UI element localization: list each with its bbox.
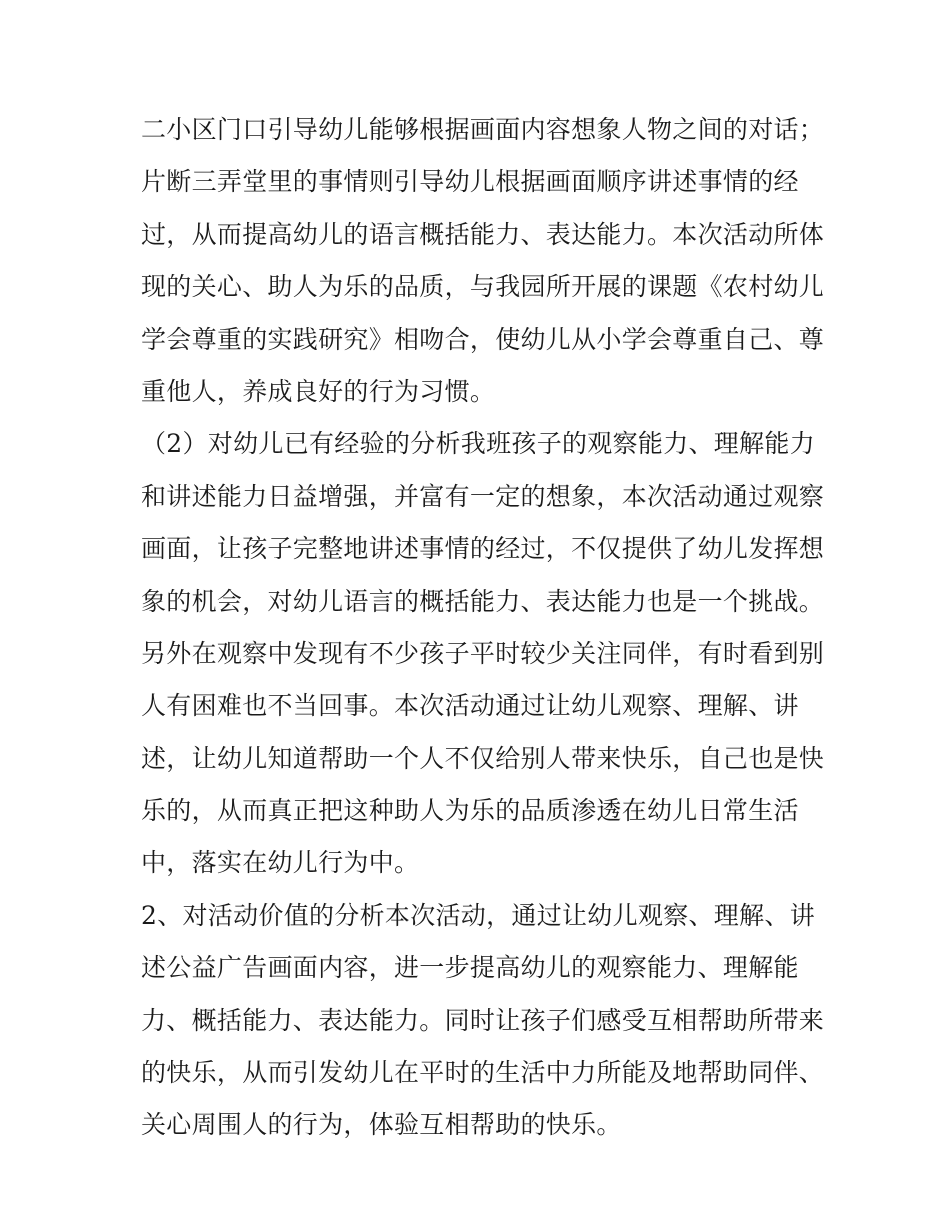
text-line: 画面，让孩子完整地讲述事情的经过，不仅提供了幼儿发挥想 (141, 534, 825, 564)
text-line: 二小区门口引导幼儿能够根据画面内容想象人物之间的对话； (141, 115, 825, 144)
body-text (141, 104, 825, 1152)
text-line: 2、对活动价值的分析本次活动，通过让幼儿观察、理解、讲 (141, 900, 816, 930)
text-line: 关心周围人的行为，体验互相帮助的快乐。 (141, 1110, 622, 1140)
text-line: 象的机会，对幼儿语言的概括能力、表达能力也是一个挑战。 (141, 586, 825, 616)
text-line: 片断三弄堂里的事情则引导幼儿根据画面顺序讲述事情的经 (141, 167, 799, 197)
text-line: 现的关心、助人为乐的品质，与我园所开展的课题《农村幼儿 (141, 272, 825, 302)
text-line: 学会尊重的实践研究》相吻合，使幼儿从小学会尊重自己、尊 (141, 324, 825, 354)
text-line: 述公益广告画面内容，进一步提高幼儿的观察能力、理解能 (141, 953, 799, 983)
text-line: 述，让幼儿知道帮助一个人不仅给别人带来快乐，自己也是快 (141, 743, 825, 773)
text-line: 重他人，养成良好的行为习惯。 (141, 376, 496, 406)
text-line: 过，从而提高幼儿的语言概括能力、表达能力。本次活动所体 (141, 219, 825, 249)
text-line: 人有困难也不当回事。本次活动通过让幼儿观察、理解、讲 (141, 691, 799, 721)
text-line: 力、概括能力、表达能力。同时让孩子们感受互相帮助所带来 (141, 1005, 825, 1035)
text-line: 另外在观察中发现有不少孩子平时较少关注同伴，有时看到别 (141, 638, 825, 668)
text-line: 的快乐，从而引发幼儿在平时的生活中力所能及地帮助同伴、 (141, 1058, 825, 1088)
text-line: （2）对幼儿已有经验的分析我班孩子的观察能力、理解能力 (141, 429, 816, 459)
text-line: 和讲述能力日益增强，并富有一定的想象，本次活动通过观察 (141, 481, 825, 511)
text-line: 中，落实在幼儿行为中。 (141, 848, 420, 878)
text-line: 乐的，从而真正把这种助人为乐的品质渗透在幼儿日常生活 (141, 796, 799, 826)
